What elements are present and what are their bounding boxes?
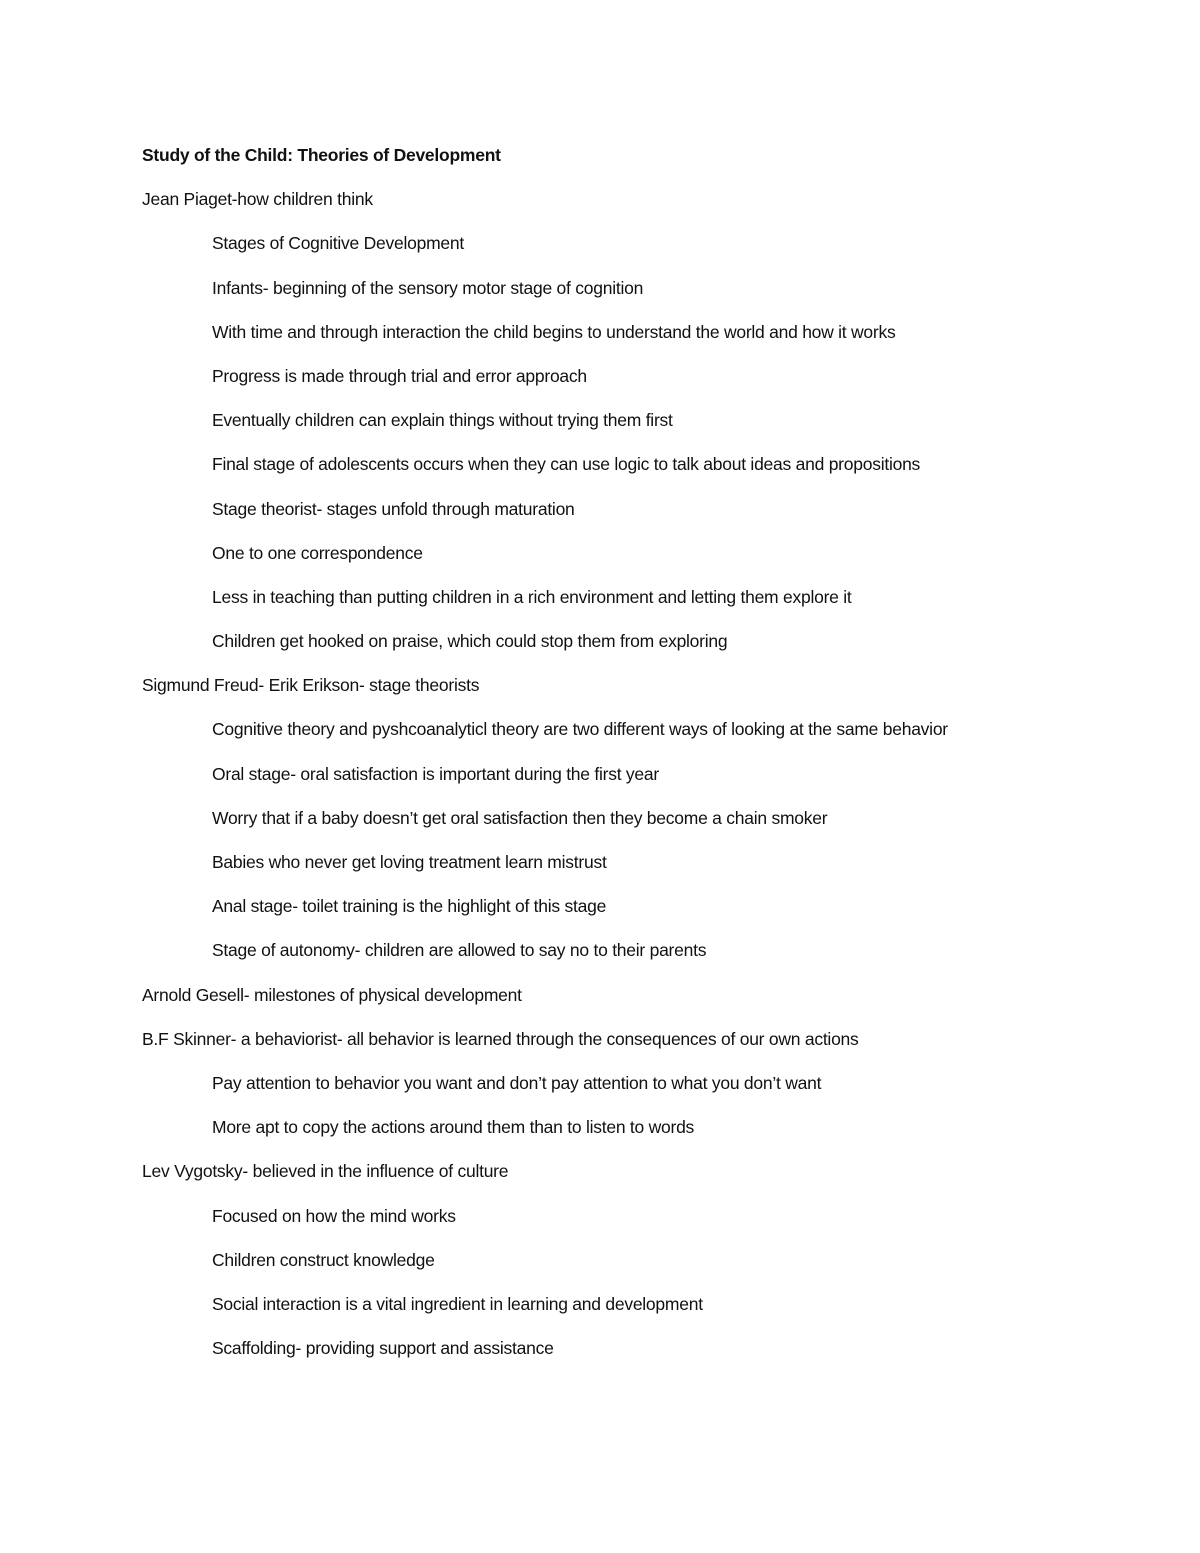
paragraph: Focused on how the mind works: [212, 1205, 456, 1226]
paragraph: B.F Skinner- a behaviorist- all behavior is learned through the consequences of our own actions: [142, 1028, 859, 1049]
paragraph: Social interaction is a vital ingredient in learning and development: [212, 1293, 703, 1314]
paragraph: Infants- beginning of the sensory motor stage of cognition: [212, 277, 644, 298]
paragraph: Children get hooked on praise, which could stop them from exploring: [212, 631, 728, 652]
paragraph: Anal stage- toilet training is the highlight of this stage: [212, 896, 607, 917]
document-body: [142, 185, 1060, 1362]
paragraph: Babies who never get loving treatment learn mistrust: [212, 852, 607, 872]
paragraph: Stages of Cognitive Development: [212, 233, 464, 254]
paragraph: Stage of autonomy- children are allowed to say no to their parents: [212, 940, 707, 961]
paragraph: With time and through interaction the child begins to understand the world and how it works: [212, 321, 896, 342]
paragraph: Sigmund Freud- Erik Erikson- stage theorists: [142, 675, 480, 696]
paragraph: Lev Vygotsky- believed in the influence of culture: [142, 1161, 509, 1182]
document-title: Study of the Child: Theories of Development: [142, 145, 501, 165]
paragraph: Children construct knowledge: [212, 1249, 435, 1270]
paragraph: Eventually children can explain things without trying them first: [212, 410, 673, 431]
paragraph: Cognitive theory and pyshcoanalyticl theory are two different ways of looking at the same behavior: [212, 719, 948, 740]
paragraph: Worry that if a baby doesn’t get oral satisfaction then they become a chain smoker: [212, 807, 828, 828]
paragraph: Oral stage- oral satisfaction is important during the first year: [212, 763, 659, 784]
paragraph: Pay attention to behavior you want and don’t pay attention to what you don’t want: [212, 1072, 822, 1093]
paragraph: One to one correspondence: [212, 542, 423, 563]
paragraph: More apt to copy the actions around them than to listen to words: [212, 1117, 695, 1138]
paragraph: Final stage of adolescents occurs when they can use logic to talk about ideas and propositions: [212, 454, 921, 475]
paragraph: Scaffolding- providing support and assistance: [212, 1338, 554, 1359]
paragraph: Arnold Gesell- milestones of physical development: [142, 984, 522, 1005]
paragraph: Less in teaching than putting children in a rich environment and letting them explore it: [212, 586, 852, 607]
paragraph: Stage theorist- stages unfold through maturation: [212, 498, 575, 519]
document-page: [142, 141, 1060, 1378]
paragraph: Progress is made through trial and error approach: [212, 365, 587, 386]
paragraph: Jean Piaget-how children think: [142, 189, 373, 210]
